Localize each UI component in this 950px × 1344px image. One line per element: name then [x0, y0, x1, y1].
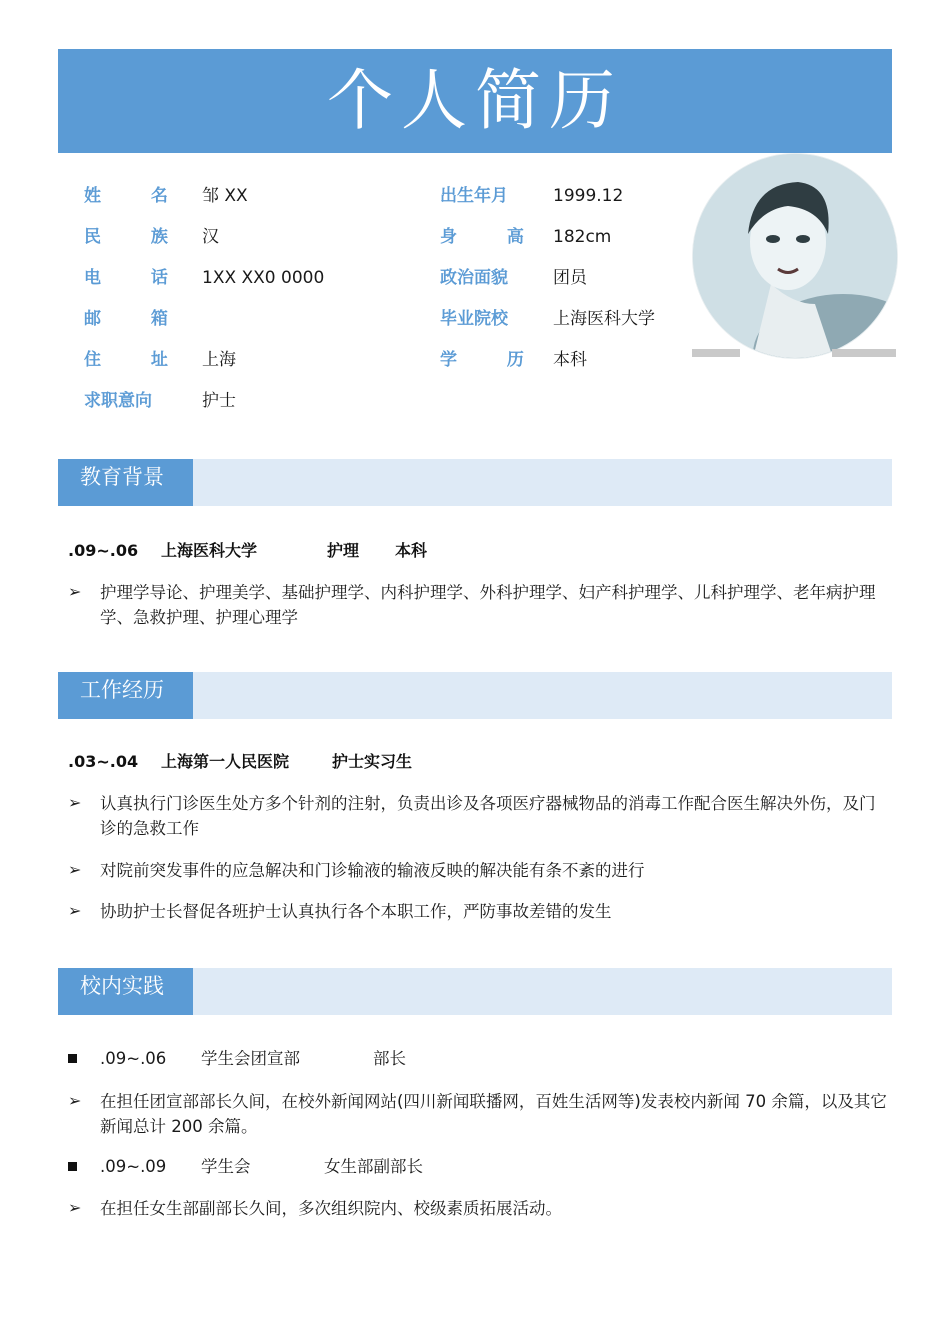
photo-watermark-left — [692, 349, 740, 357]
education-section-bar — [58, 459, 892, 506]
square-bullet-icon — [68, 1054, 77, 1063]
education-courses: 护理学导论、护理美学、基础护理学、内科护理学、外科护理学、妇产科护理学、儿科护理学、老年病护理学、急救护理、护理心理学 — [100, 583, 876, 627]
square-bullet-icon — [68, 1162, 77, 1171]
height-value: 182cm — [553, 227, 612, 247]
campus-section-bar — [58, 968, 892, 1015]
email-label: 邮 箱 — [84, 309, 190, 329]
campus-period: .09~.09 — [100, 1157, 167, 1176]
education-school: 上海医科大学 — [161, 541, 258, 560]
arrow-bullet-icon: ➢ — [68, 1091, 82, 1110]
campus-period: .09~.06 — [100, 1049, 167, 1068]
job-target-value: 护士 — [202, 391, 236, 411]
work-item: 对院前突发事件的应急解决和门诊输液的输液反映的解决能有条不紊的进行 — [100, 861, 645, 880]
campus-role: 部长 — [373, 1049, 406, 1068]
work-section-title: 工作经历 — [58, 672, 193, 719]
politics-label: 政治面貌 — [440, 268, 508, 288]
campus-role: 女生部副部长 — [324, 1157, 423, 1176]
page-title: 个人简历 — [327, 62, 623, 139]
politics-value: 团员 — [553, 268, 587, 288]
address-label: 住 址 — [84, 350, 190, 370]
degree-value: 本科 — [553, 350, 587, 370]
work-item: 认真执行门诊医生处方多个针剂的注射，负责出诊及各项医疗器械物品的消毒工作配合医生解决外伤，及门诊的急救工作 — [100, 794, 876, 838]
work-position: 护士实习生 — [332, 752, 413, 771]
arrow-bullet-icon: ➢ — [68, 793, 82, 812]
degree-label: 学 历 — [440, 350, 546, 370]
campus-section-title: 校内实践 — [58, 968, 193, 1015]
arrow-bullet-icon: ➢ — [68, 582, 82, 601]
height-label: 身 高 — [440, 227, 546, 247]
work-period: .03~.04 — [68, 752, 139, 771]
birth-label: 出生年月 — [440, 186, 508, 206]
arrow-bullet-icon: ➢ — [68, 901, 82, 920]
school-label: 毕业院校 — [440, 309, 508, 329]
birth-value: 1999.12 — [553, 186, 624, 206]
work-item: 协助护士长督促各班护士认真执行各个本职工作，严防事故差错的发生 — [100, 902, 612, 921]
header-banner — [58, 49, 892, 153]
photo-watermark-right — [832, 349, 896, 357]
education-major: 护理 — [327, 541, 360, 560]
ethnicity-value: 汉 — [202, 227, 219, 247]
school-value: 上海医科大学 — [553, 309, 655, 329]
work-section-bar — [58, 672, 892, 719]
education-period: .09~.06 — [68, 541, 139, 560]
name-label: 姓 名 — [84, 186, 190, 206]
arrow-bullet-icon: ➢ — [68, 1198, 82, 1217]
arrow-bullet-icon: ➢ — [68, 860, 82, 879]
education-section-title: 教育背景 — [58, 459, 193, 506]
address-value: 上海 — [202, 350, 236, 370]
work-company: 上海第一人民医院 — [161, 752, 290, 771]
phone-value: 1XX XX0 0000 — [202, 268, 325, 288]
name-value: 邹 XX — [202, 186, 248, 206]
job-target-label: 求职意向 — [84, 391, 152, 411]
campus-detail: 在担任团宣部部长久间，在校外新闻网站(四川新闻联播网，百姓生活网等)发表校内新闻 70 余篇，以及其它新闻总计 200 余篇。 — [100, 1092, 887, 1136]
campus-org: 学生会团宣部 — [201, 1049, 300, 1068]
campus-detail: 在担任女生部副部长久间，多次组织院内、校级素质拓展活动。 — [100, 1199, 562, 1218]
ethnicity-label: 民 族 — [84, 227, 190, 247]
education-degree: 本科 — [395, 541, 428, 560]
profile-photo — [692, 153, 898, 359]
campus-org: 学生会 — [201, 1157, 251, 1176]
phone-label: 电 话 — [84, 268, 190, 288]
